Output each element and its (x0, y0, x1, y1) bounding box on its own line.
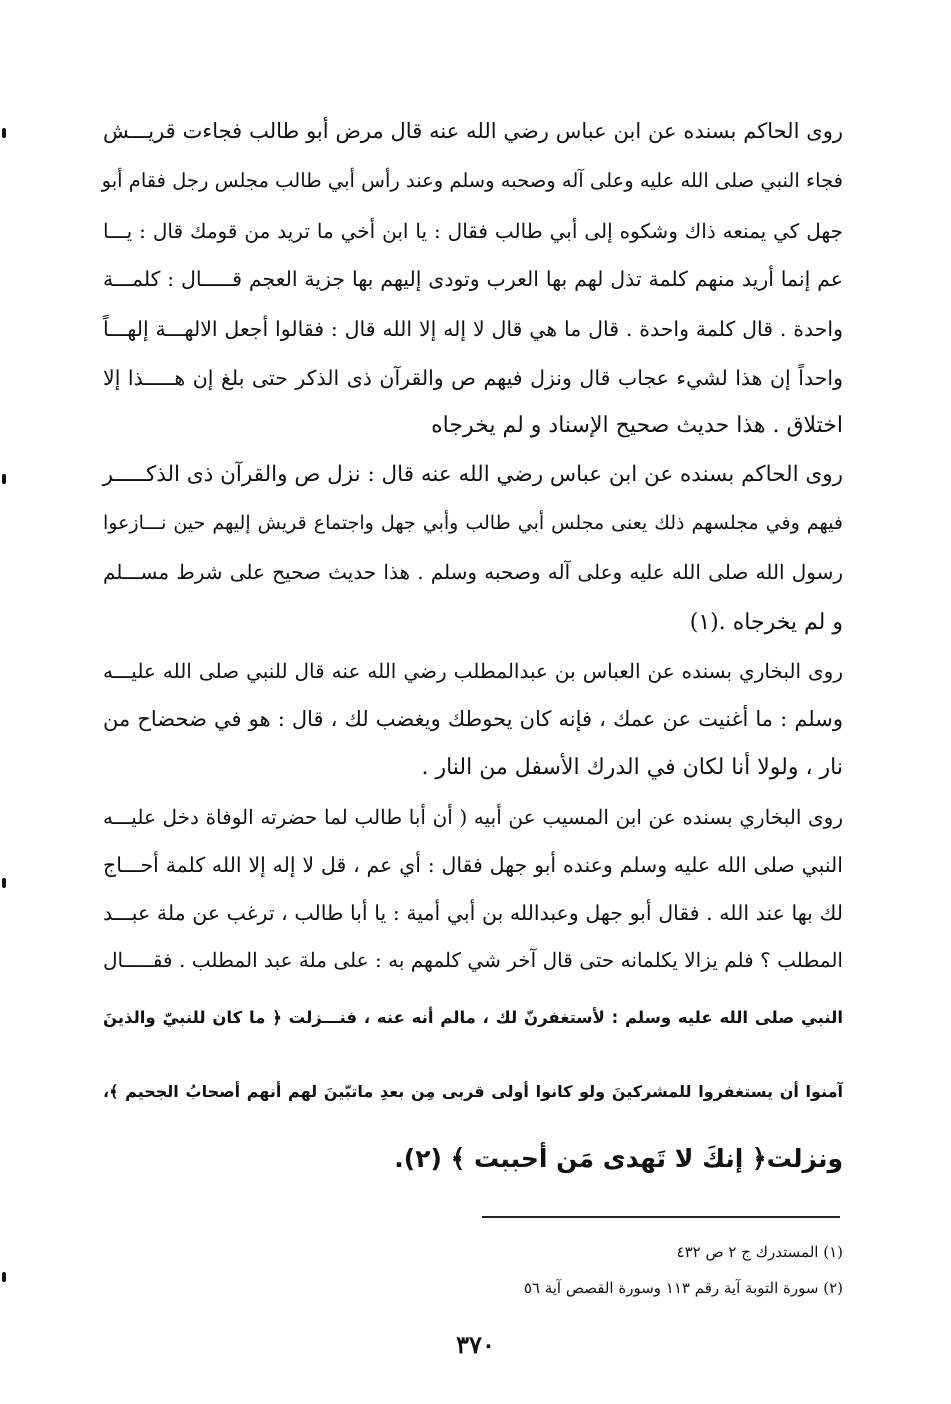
footnote: (١) المستدرك ج ٢ ص ٤٣٢ (676, 1243, 843, 1261)
text-line: واحداً إن هذا لشيء عجاب قال ونزل فيهم ص والقرآن ذى الذكر حتى بلغ إن هـــــذا إلا (103, 366, 843, 390)
text-line: روى الحاكم بسنده عن ابن عباس رضي الله عنه قال : نزل ص والقرآن ذى الذكـــــر (102, 462, 843, 487)
text-line: جهل كي يمنعه ذاك وشكوه إلى أبي طالب فقال : يا ابن أخي ما تريد من قومك قال : يـــا (103, 219, 843, 243)
text-line: واحدة . قال كلمة واحدة . قال ما هي قال لا إله إلا الله قال : فقالوا أجعل الالهـــة إلهـــاً (103, 317, 843, 341)
text-line: روى البخاري بسنده عن ابن المسيب عن أبيه ( أن أبا طالب لما حضرته الوفاة دخل عليـــه (103, 805, 843, 829)
text-line: نار ، ولولا أنا لكان في الدرك الأسفل من النار . (421, 755, 843, 780)
scan-mark (2, 1272, 6, 1282)
scan-mark (2, 878, 6, 888)
text-line: عم إنما أريد منهم كلمة تذل لهم بها العرب وتودى إليهم بها جزية العجم قـــــال : كلمـــة (103, 267, 843, 291)
scan-mark (2, 474, 6, 484)
quran-verse-line: ونزلت﴿ إنكَ لا تَهدى مَن أحببت ﴾ (٢). (394, 1144, 843, 1173)
text-line: وسلم : ما أغنيت عن عمك ، فإنه كان يحوطك ويغضب لك ، قال : هو في ضحضاح من (103, 707, 843, 731)
text-line: فيهم وفي مجلسهم ذلك يعنى مجلس أبي طالب وأبي جهل واجتماع قريش إليهم حين نـــازعوا (103, 512, 843, 534)
text-line: روى الحاكم بسنده عن ابن عباس رضي الله عنه قال مرض أبو طالب فجاءت قريـــش (103, 119, 843, 143)
text-line: روى البخاري بسنده عن العباس بن عبدالمطلب رضي الله عنه قال للنبي صلى الله عليـــه (103, 659, 843, 683)
quran-verse-line: آمنوا أن يستغفروا للمشركينَ ولو كانوا أولى قربى مِن بعدِ ماتبّينَ لهم أنهم أصحابُ الجحيم ﴾، (103, 1082, 843, 1101)
text-line: فجاء النبي صلى الله عليه وعلى آله وصحبه وسلم وعند رأس أبي طالب مجلس رجل فقام أبو (101, 169, 843, 192)
footnote-separator (482, 1216, 840, 1218)
text-line: النبي صلى الله عليه وسلم وعنده أبو جهل فقال : أي عم ، قل لا إله إلا الله كلمة أحـــاج (103, 853, 843, 877)
text-line: لك بها عند الله . فقال أبو جهل وعبدالله بن أبي أمية : يا أبا طالب ، ترغب عن ملة عبـــد (103, 901, 843, 925)
text-line: و لم يخرجاه .(١) (689, 610, 843, 635)
text-line: المطلب ؟ فلم يزالا يكلمانه حتى قال آخر شي كلمهم به : على ملة عبد المطلب . فقـــــال (103, 948, 843, 972)
text-line: اختلاق . هذا حديث صحيح الإسناد و لم يخرجاه (431, 413, 843, 438)
footnote: (٢) سورة التوبة آية رقم ١١٣ وسورة القصص آية ٥٦ (523, 1279, 843, 1297)
page-number: ٣٧٠ (456, 1330, 495, 1359)
text-line: النبي صلى الله عليه وسلم : لأستغفرنّ لك ، مالم أنه عنه ، فنـــزلت ﴿ ما كان للنبيّ والذينَ (103, 1008, 843, 1027)
scan-mark (2, 128, 6, 138)
text-line: رسول الله صلى الله عليه وعلى آله وصحبه وسلم . هذا حديث صحيح على شرط مســـلم (103, 560, 843, 584)
